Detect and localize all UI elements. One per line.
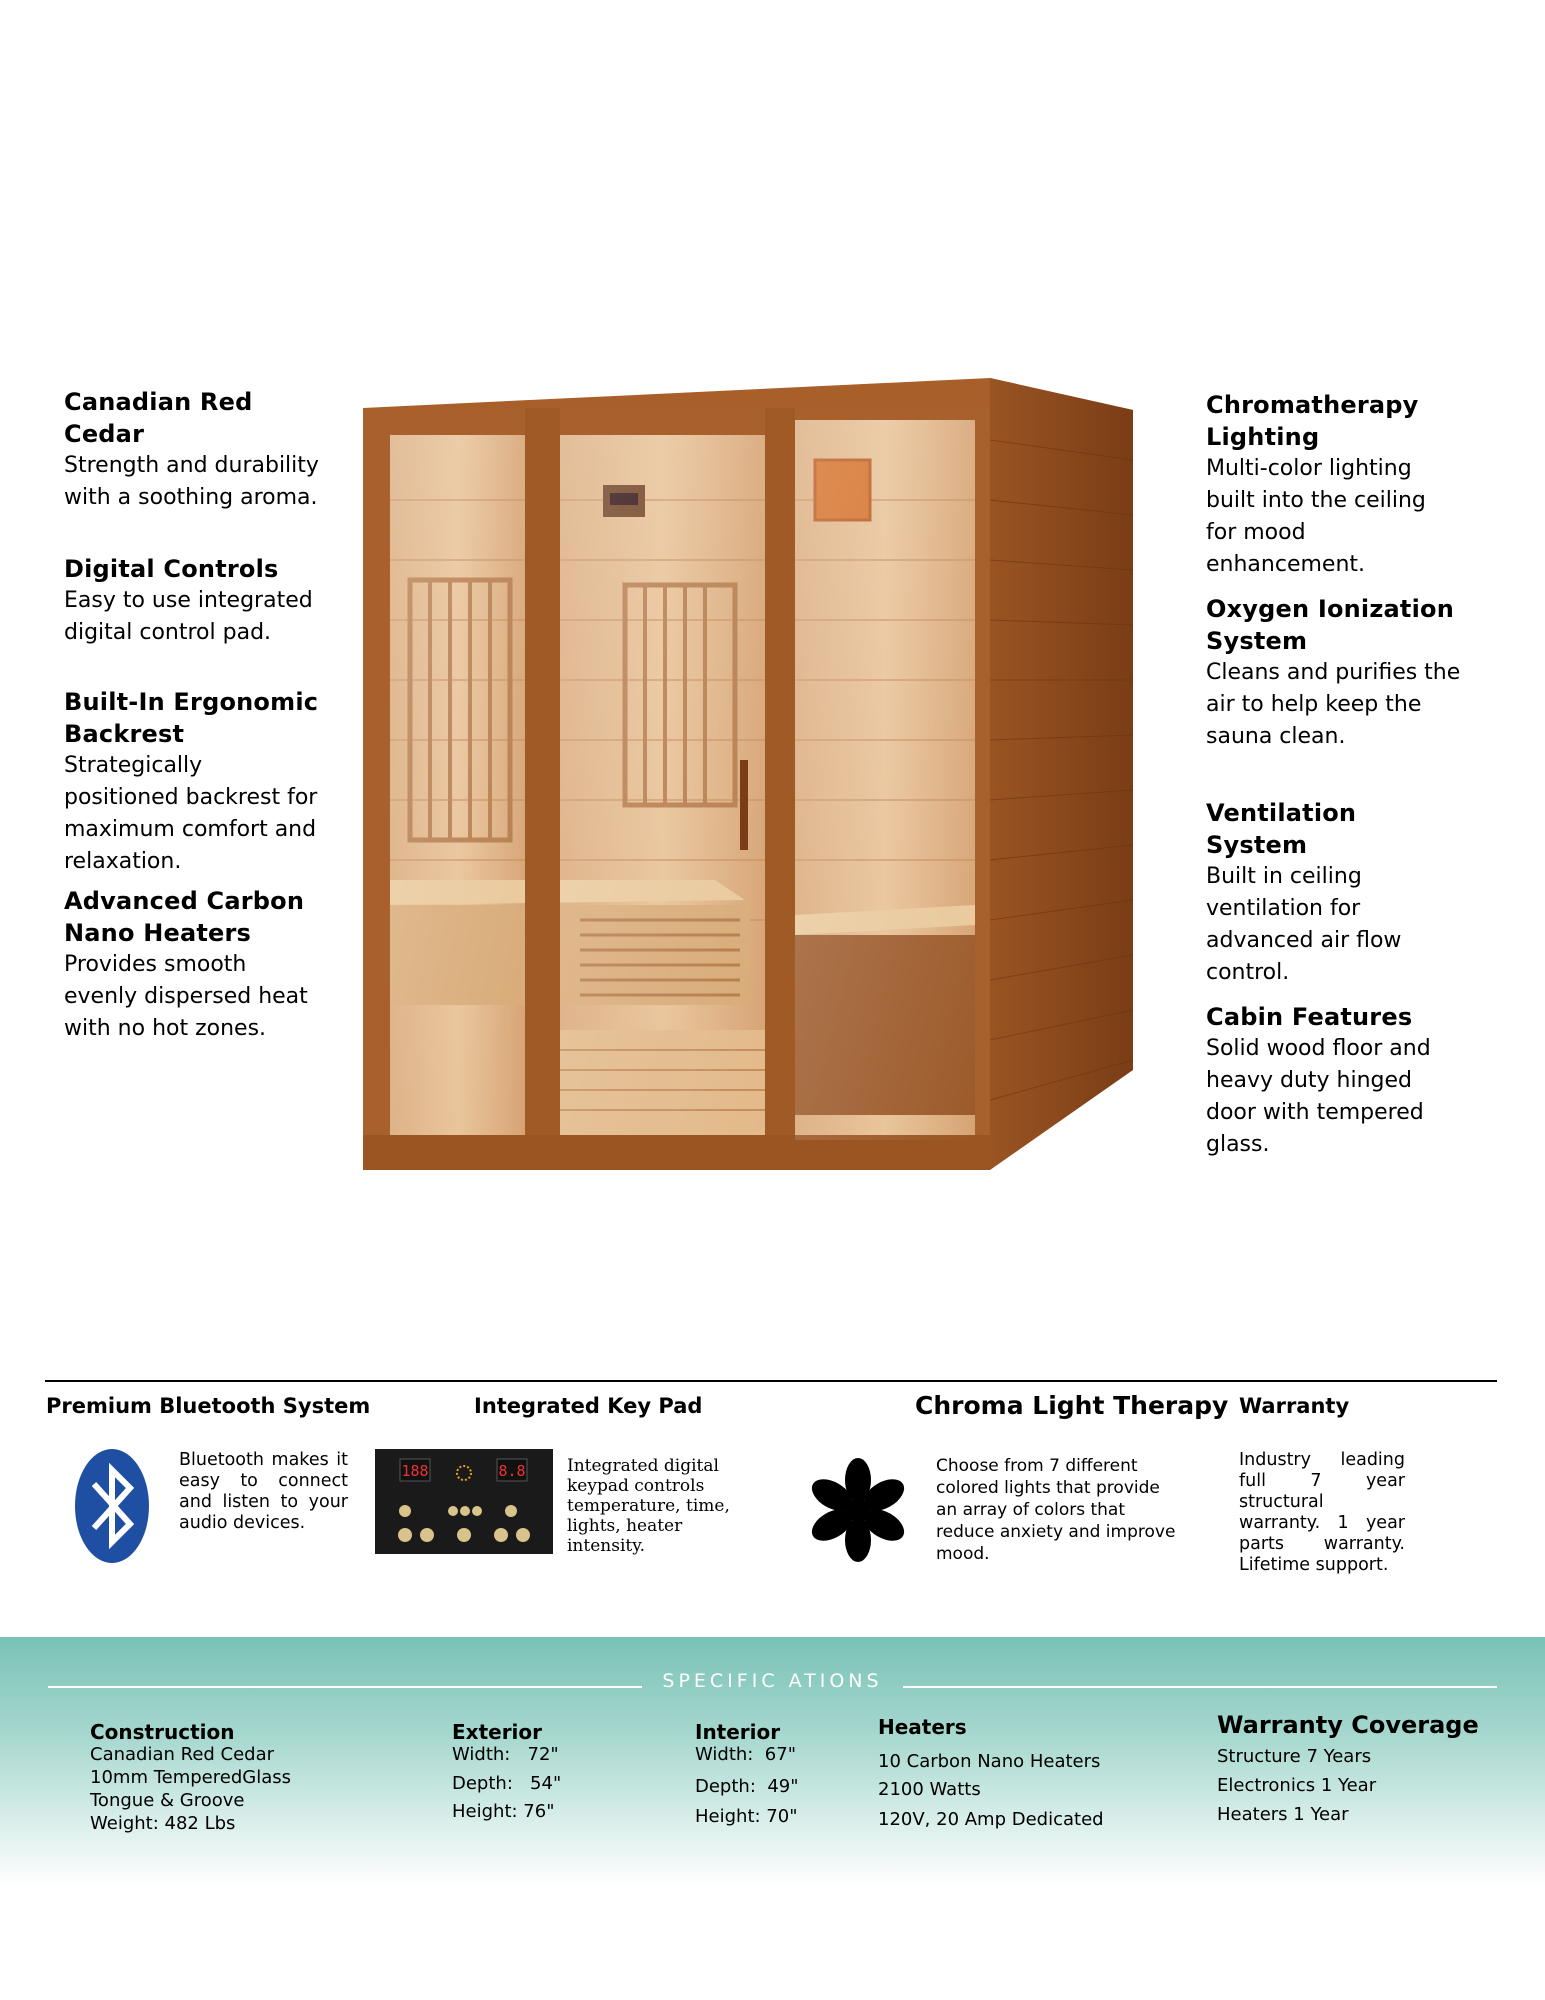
feature-title: Oxygen Ionization System xyxy=(1206,595,1454,655)
spec-line: Electronics 1 Year xyxy=(1217,1775,1377,1796)
spec-line: 10 Carbon Nano Heaters xyxy=(878,1751,1101,1772)
keypad-title: Integrated Key Pad xyxy=(474,1394,703,1418)
keypad-display-right: 8.8 xyxy=(498,1462,526,1480)
keypad-display-left: 188 xyxy=(401,1462,429,1480)
spec-line: Depth: 49" xyxy=(695,1776,799,1797)
feature-ergonomic-backrest xyxy=(64,686,319,878)
spec-line: Depth: 54" xyxy=(452,1773,562,1794)
spec-line: Canadian Red Cedar xyxy=(90,1744,275,1765)
feature-text: Strategically positioned backrest for maximum comfort and relaxation. xyxy=(64,753,318,874)
spec-line: Height: 76" xyxy=(452,1801,555,1822)
warranty-title: Warranty xyxy=(1239,1394,1350,1418)
spec-warranty-coverage-title: Warranty Coverage xyxy=(1217,1711,1479,1739)
feature-title: Cabin Features xyxy=(1206,1003,1413,1031)
bluetooth-title: Premium Bluetooth System xyxy=(46,1394,371,1418)
spec-heaters-title: Heaters xyxy=(878,1715,967,1739)
spec-exterior-title: Exterior xyxy=(452,1720,543,1744)
spec-line: Heaters 1 Year xyxy=(1217,1804,1349,1825)
feature-text: Provides smooth evenly dispersed heat with no hot zones. xyxy=(64,952,308,1041)
spec-construction-title: Construction xyxy=(90,1720,235,1744)
chroma-title: Chroma Light Therapy xyxy=(915,1391,1229,1420)
spec-line: Width: 67" xyxy=(695,1744,796,1765)
spec-line: Weight: 482 Lbs xyxy=(90,1813,236,1834)
spec-line: Width: 72" xyxy=(452,1744,559,1765)
feature-carbon-nano-heaters xyxy=(64,885,319,1045)
spec-line: 2100 Watts xyxy=(878,1779,981,1800)
section-divider xyxy=(45,1380,1497,1382)
specifications-heading: SPECIFIC ATIONS xyxy=(662,1670,883,1692)
keypad-text: Integrated digital keypad controls temperature, time, lights, heater intensity. xyxy=(567,1456,730,1556)
sauna-product-image xyxy=(315,360,1175,1190)
chroma-text: Choose from 7 different colored lights that provide an array of colors that reduce anxiety and improve mood. xyxy=(936,1456,1176,1564)
spec-line: Structure 7 Years xyxy=(1217,1746,1372,1767)
spec-interior-title: Interior xyxy=(695,1720,781,1744)
feature-text: Built in ceiling ventilation for advanced air flow control. xyxy=(1206,864,1402,985)
flower-icon xyxy=(808,1455,908,1565)
keypad-image xyxy=(375,1449,553,1554)
feature-text: Strength and durability with a soothing aroma. xyxy=(64,453,319,510)
feature-title: Ventilation System xyxy=(1206,799,1357,859)
bluetooth-text: Bluetooth makes it easy to connect and listen to your audio devices. xyxy=(179,1450,348,1533)
feature-text: Easy to use integrated digital control pad. xyxy=(64,588,313,645)
feature-digital-controls xyxy=(64,553,319,649)
feature-cabin-features xyxy=(1206,1001,1461,1161)
warranty-text: Industry leading full 7 year structural warranty. 1 year parts warranty. Lifetime support. xyxy=(1239,1450,1405,1575)
feature-title: Canadian Red Cedar xyxy=(64,388,253,448)
spec-line: 120V, 20 Amp Dedicated xyxy=(878,1809,1104,1830)
feature-oxygen-ionization xyxy=(1206,593,1461,753)
feature-title: Chromatherapy Lighting xyxy=(1206,391,1419,451)
spec-line: Tongue & Groove xyxy=(90,1790,245,1811)
bluetooth-icon xyxy=(74,1448,150,1564)
spec-line: Height: 70" xyxy=(695,1806,798,1827)
feature-text: Solid wood floor and heavy duty hinged door with tempered glass. xyxy=(1206,1036,1431,1157)
feature-ventilation-system xyxy=(1206,797,1461,989)
feature-text: Multi-color lighting built into the ceiling for mood enhancement. xyxy=(1206,456,1426,577)
feature-title: Advanced Carbon Nano Heaters xyxy=(64,887,305,947)
spec-line: 10mm TemperedGlass xyxy=(90,1767,291,1788)
feature-title: Digital Controls xyxy=(64,555,279,583)
feature-chromatherapy-lighting xyxy=(1206,389,1461,581)
feature-title: Built-In Ergonomic Backrest xyxy=(64,688,319,748)
feature-text: Cleans and purifies the air to help keep the sauna clean. xyxy=(1206,660,1461,749)
feature-canadian-red-cedar xyxy=(64,386,319,514)
